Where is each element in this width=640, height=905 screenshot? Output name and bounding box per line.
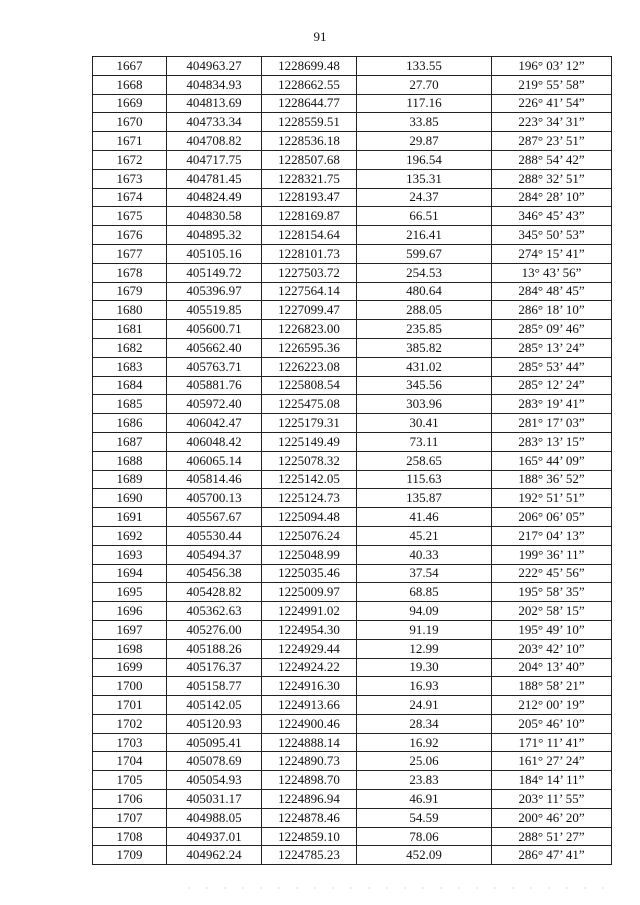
point-number-cell: 1685 <box>93 395 167 414</box>
x-coordinate-cell: 404895.32 <box>167 226 262 245</box>
y-coordinate-cell: 1225124.73 <box>262 489 357 508</box>
distance-cell: 135.87 <box>357 489 492 508</box>
distance-cell: 68.85 <box>357 583 492 602</box>
x-coordinate-cell: 405031.17 <box>167 790 262 809</box>
point-number-cell: 1700 <box>93 677 167 696</box>
bearing-cell: 286° 47’ 41” <box>492 846 612 865</box>
distance-cell: 288.05 <box>357 301 492 320</box>
table-row <box>93 790 612 809</box>
x-coordinate-cell: 405362.63 <box>167 602 262 621</box>
table-row <box>93 75 612 94</box>
y-coordinate-cell: 1224900.46 <box>262 714 357 733</box>
bearing-cell: 204° 13’ 40” <box>492 658 612 677</box>
x-coordinate-cell: 405142.05 <box>167 696 262 715</box>
bearing-cell: 192° 51’ 51” <box>492 489 612 508</box>
point-number-cell: 1683 <box>93 357 167 376</box>
point-number-cell: 1670 <box>93 113 167 132</box>
x-coordinate-cell: 405158.77 <box>167 677 262 696</box>
y-coordinate-cell: 1227099.47 <box>262 301 357 320</box>
y-coordinate-cell: 1225142.05 <box>262 470 357 489</box>
y-coordinate-cell: 1226823.00 <box>262 320 357 339</box>
distance-cell: 27.70 <box>357 75 492 94</box>
distance-cell: 258.65 <box>357 451 492 470</box>
point-number-cell: 1704 <box>93 752 167 771</box>
distance-cell: 24.91 <box>357 696 492 715</box>
x-coordinate-cell: 404708.82 <box>167 132 262 151</box>
bearing-cell: 226° 41’ 54” <box>492 94 612 113</box>
page-number: 91 <box>313 29 327 44</box>
table-row <box>93 169 612 188</box>
point-number-cell: 1695 <box>93 583 167 602</box>
table-row <box>93 150 612 169</box>
point-number-cell: 1701 <box>93 696 167 715</box>
y-coordinate-cell: 1227503.72 <box>262 263 357 282</box>
table-row <box>93 696 612 715</box>
distance-cell: 345.56 <box>357 376 492 395</box>
point-number-cell: 1702 <box>93 714 167 733</box>
table-row <box>93 733 612 752</box>
x-coordinate-cell: 404834.93 <box>167 75 262 94</box>
point-number-cell: 1674 <box>93 188 167 207</box>
distance-cell: 45.21 <box>357 526 492 545</box>
y-coordinate-cell: 1224954.30 <box>262 620 357 639</box>
y-coordinate-cell: 1228193.47 <box>262 188 357 207</box>
point-number-cell: 1673 <box>93 169 167 188</box>
bearing-cell: 287° 23’ 51” <box>492 132 612 151</box>
y-coordinate-cell: 1228662.55 <box>262 75 357 94</box>
point-number-cell: 1682 <box>93 338 167 357</box>
point-number-cell: 1688 <box>93 451 167 470</box>
y-coordinate-cell: 1228101.73 <box>262 244 357 263</box>
table-row <box>93 545 612 564</box>
bearing-cell: 223° 34’ 31” <box>492 113 612 132</box>
y-coordinate-cell: 1228321.75 <box>262 169 357 188</box>
x-coordinate-cell: 405972.40 <box>167 395 262 414</box>
bearing-cell: 288° 32’ 51” <box>492 169 612 188</box>
point-number-cell: 1677 <box>93 244 167 263</box>
y-coordinate-cell: 1224890.73 <box>262 752 357 771</box>
y-coordinate-cell: 1226223.08 <box>262 357 357 376</box>
table-row <box>93 564 612 583</box>
distance-cell: 303.96 <box>357 395 492 414</box>
x-coordinate-cell: 405494.37 <box>167 545 262 564</box>
bearing-cell: 222° 45’ 56” <box>492 564 612 583</box>
table-body <box>93 57 612 865</box>
table-row <box>93 677 612 696</box>
point-number-cell: 1669 <box>93 94 167 113</box>
point-number-cell: 1679 <box>93 282 167 301</box>
bearing-cell: 165° 44’ 09” <box>492 451 612 470</box>
point-number-cell: 1672 <box>93 150 167 169</box>
table-row <box>93 226 612 245</box>
point-number-cell: 1698 <box>93 639 167 658</box>
bearing-cell: 200° 46’ 20” <box>492 808 612 827</box>
x-coordinate-cell: 405054.93 <box>167 771 262 790</box>
point-number-cell: 1708 <box>93 827 167 846</box>
table-row <box>93 414 612 433</box>
table-row <box>93 376 612 395</box>
bearing-cell: 202° 58’ 15” <box>492 602 612 621</box>
bearing-cell: 285° 12’ 24” <box>492 376 612 395</box>
bearing-cell: 281° 17’ 03” <box>492 414 612 433</box>
point-number-cell: 1694 <box>93 564 167 583</box>
distance-cell: 385.82 <box>357 338 492 357</box>
table-row <box>93 244 612 263</box>
y-coordinate-cell: 1224924.22 <box>262 658 357 677</box>
table-row <box>93 132 612 151</box>
x-coordinate-cell: 406042.47 <box>167 414 262 433</box>
distance-cell: 16.93 <box>357 677 492 696</box>
x-coordinate-cell: 405188.26 <box>167 639 262 658</box>
bearing-cell: 188° 58’ 21” <box>492 677 612 696</box>
distance-cell: 117.16 <box>357 94 492 113</box>
distance-cell: 12.99 <box>357 639 492 658</box>
point-number-cell: 1680 <box>93 301 167 320</box>
distance-cell: 452.09 <box>357 846 492 865</box>
x-coordinate-cell: 404937.01 <box>167 827 262 846</box>
bearing-cell: 286° 18’ 10” <box>492 301 612 320</box>
x-coordinate-cell: 404962.24 <box>167 846 262 865</box>
y-coordinate-cell: 1228536.18 <box>262 132 357 151</box>
x-coordinate-cell: 406048.42 <box>167 432 262 451</box>
x-coordinate-cell: 405600.71 <box>167 320 262 339</box>
x-coordinate-cell: 405519.85 <box>167 301 262 320</box>
y-coordinate-cell: 1225149.49 <box>262 432 357 451</box>
point-number-cell: 1697 <box>93 620 167 639</box>
x-coordinate-cell: 404988.05 <box>167 808 262 827</box>
bearing-cell: 283° 13’ 15” <box>492 432 612 451</box>
distance-cell: 37.54 <box>357 564 492 583</box>
y-coordinate-cell: 1224878.46 <box>262 808 357 827</box>
table-row <box>93 188 612 207</box>
table-row <box>93 808 612 827</box>
x-coordinate-cell: 404717.75 <box>167 150 262 169</box>
point-number-cell: 1671 <box>93 132 167 151</box>
point-number-cell: 1703 <box>93 733 167 752</box>
x-coordinate-cell: 405176.37 <box>167 658 262 677</box>
point-number-cell: 1699 <box>93 658 167 677</box>
table-row <box>93 357 612 376</box>
x-coordinate-cell: 405396.97 <box>167 282 262 301</box>
y-coordinate-cell: 1224898.70 <box>262 771 357 790</box>
bearing-cell: 206° 06’ 05” <box>492 508 612 527</box>
table-row <box>93 508 612 527</box>
x-coordinate-cell: 404813.69 <box>167 94 262 113</box>
y-coordinate-cell: 1224888.14 <box>262 733 357 752</box>
x-coordinate-cell: 405456.38 <box>167 564 262 583</box>
table-row <box>93 94 612 113</box>
distance-cell: 19.30 <box>357 658 492 677</box>
point-number-cell: 1678 <box>93 263 167 282</box>
distance-cell: 66.51 <box>357 207 492 226</box>
coordinates-table <box>92 56 612 865</box>
x-coordinate-cell: 405763.71 <box>167 357 262 376</box>
point-number-cell: 1684 <box>93 376 167 395</box>
distance-cell: 133.55 <box>357 57 492 76</box>
table-row <box>93 639 612 658</box>
distance-cell: 41.46 <box>357 508 492 527</box>
table-row <box>93 470 612 489</box>
y-coordinate-cell: 1225048.99 <box>262 545 357 564</box>
y-coordinate-cell: 1225076.24 <box>262 526 357 545</box>
distance-cell: 480.64 <box>357 282 492 301</box>
x-coordinate-cell: 405120.93 <box>167 714 262 733</box>
bearing-cell: 212° 00’ 19” <box>492 696 612 715</box>
y-coordinate-cell: 1224913.66 <box>262 696 357 715</box>
bearing-cell: 345° 50’ 53” <box>492 226 612 245</box>
bearing-cell: 285° 53’ 44” <box>492 357 612 376</box>
distance-cell: 73.11 <box>357 432 492 451</box>
y-coordinate-cell: 1225078.32 <box>262 451 357 470</box>
point-number-cell: 1696 <box>93 602 167 621</box>
bearing-cell: 184° 14’ 11” <box>492 771 612 790</box>
point-number-cell: 1676 <box>93 226 167 245</box>
x-coordinate-cell: 405814.46 <box>167 470 262 489</box>
bearing-cell: 13° 43’ 56” <box>492 263 612 282</box>
point-number-cell: 1705 <box>93 771 167 790</box>
bearing-cell: 171° 11’ 41” <box>492 733 612 752</box>
distance-cell: 254.53 <box>357 263 492 282</box>
y-coordinate-cell: 1228699.48 <box>262 57 357 76</box>
x-coordinate-cell: 404963.27 <box>167 57 262 76</box>
distance-cell: 135.31 <box>357 169 492 188</box>
bearing-cell: 199° 36’ 11” <box>492 545 612 564</box>
y-coordinate-cell: 1227564.14 <box>262 282 357 301</box>
distance-cell: 54.59 <box>357 808 492 827</box>
table-row <box>93 489 612 508</box>
bearing-cell: 274° 15’ 41” <box>492 244 612 263</box>
bearing-cell: 219° 55’ 58” <box>492 75 612 94</box>
table-row <box>93 451 612 470</box>
point-number-cell: 1668 <box>93 75 167 94</box>
distance-cell: 29.87 <box>357 132 492 151</box>
table-row <box>93 395 612 414</box>
table-row <box>93 263 612 282</box>
table-row <box>93 771 612 790</box>
table-row <box>93 658 612 677</box>
point-number-cell: 1691 <box>93 508 167 527</box>
bearing-cell: 283° 19’ 41” <box>492 395 612 414</box>
distance-cell: 25.06 <box>357 752 492 771</box>
y-coordinate-cell: 1224991.02 <box>262 602 357 621</box>
distance-cell: 23.83 <box>357 771 492 790</box>
x-coordinate-cell: 406065.14 <box>167 451 262 470</box>
x-coordinate-cell: 405700.13 <box>167 489 262 508</box>
distance-cell: 196.54 <box>357 150 492 169</box>
distance-cell: 94.09 <box>357 602 492 621</box>
table-row <box>93 583 612 602</box>
distance-cell: 78.06 <box>357 827 492 846</box>
point-number-cell: 1706 <box>93 790 167 809</box>
distance-cell: 28.34 <box>357 714 492 733</box>
y-coordinate-cell: 1228154.64 <box>262 226 357 245</box>
y-coordinate-cell: 1224929.44 <box>262 639 357 658</box>
table-row <box>93 846 612 865</box>
distance-cell: 30.41 <box>357 414 492 433</box>
table-row <box>93 282 612 301</box>
x-coordinate-cell: 405149.72 <box>167 263 262 282</box>
point-number-cell: 1689 <box>93 470 167 489</box>
x-coordinate-cell: 405567.67 <box>167 508 262 527</box>
x-coordinate-cell: 405105.16 <box>167 244 262 263</box>
bearing-cell: 195° 49’ 10” <box>492 620 612 639</box>
bearing-cell: 161° 27’ 24” <box>492 752 612 771</box>
bearing-cell: 203° 11’ 55” <box>492 790 612 809</box>
distance-cell: 235.85 <box>357 320 492 339</box>
x-coordinate-cell: 404830.58 <box>167 207 262 226</box>
x-coordinate-cell: 405095.41 <box>167 733 262 752</box>
bearing-cell: 217° 04’ 13” <box>492 526 612 545</box>
y-coordinate-cell: 1226595.36 <box>262 338 357 357</box>
table-row <box>93 602 612 621</box>
bearing-cell: 205° 46’ 10” <box>492 714 612 733</box>
scan-specks <box>180 885 620 891</box>
distance-cell: 599.67 <box>357 244 492 263</box>
point-number-cell: 1693 <box>93 545 167 564</box>
distance-cell: 24.37 <box>357 188 492 207</box>
table-row <box>93 113 612 132</box>
table-row <box>93 752 612 771</box>
table-row <box>93 526 612 545</box>
table-row <box>93 301 612 320</box>
distance-cell: 40.33 <box>357 545 492 564</box>
distance-cell: 16.92 <box>357 733 492 752</box>
y-coordinate-cell: 1225808.54 <box>262 376 357 395</box>
y-coordinate-cell: 1228559.51 <box>262 113 357 132</box>
y-coordinate-cell: 1224859.10 <box>262 827 357 846</box>
bearing-cell: 284° 28’ 10” <box>492 188 612 207</box>
bearing-cell: 288° 54’ 42” <box>492 150 612 169</box>
y-coordinate-cell: 1228169.87 <box>262 207 357 226</box>
table-row <box>93 207 612 226</box>
distance-cell: 33.85 <box>357 113 492 132</box>
x-coordinate-cell: 405078.69 <box>167 752 262 771</box>
table-row <box>93 432 612 451</box>
point-number-cell: 1709 <box>93 846 167 865</box>
point-number-cell: 1686 <box>93 414 167 433</box>
x-coordinate-cell: 405276.00 <box>167 620 262 639</box>
table-row <box>93 714 612 733</box>
bearing-cell: 346° 45’ 43” <box>492 207 612 226</box>
y-coordinate-cell: 1228507.68 <box>262 150 357 169</box>
table-row <box>93 338 612 357</box>
point-number-cell: 1692 <box>93 526 167 545</box>
y-coordinate-cell: 1225094.48 <box>262 508 357 527</box>
y-coordinate-cell: 1224896.94 <box>262 790 357 809</box>
bearing-cell: 196° 03’ 12” <box>492 57 612 76</box>
y-coordinate-cell: 1225009.97 <box>262 583 357 602</box>
table-row <box>93 827 612 846</box>
distance-cell: 216.41 <box>357 226 492 245</box>
x-coordinate-cell: 405530.44 <box>167 526 262 545</box>
point-number-cell: 1681 <box>93 320 167 339</box>
bearing-cell: 195° 58’ 35” <box>492 583 612 602</box>
y-coordinate-cell: 1224785.23 <box>262 846 357 865</box>
distance-cell: 115.63 <box>357 470 492 489</box>
bearing-cell: 285° 13’ 24” <box>492 338 612 357</box>
y-coordinate-cell: 1228644.77 <box>262 94 357 113</box>
bearing-cell: 285° 09’ 46” <box>492 320 612 339</box>
x-coordinate-cell: 405662.40 <box>167 338 262 357</box>
distance-cell: 431.02 <box>357 357 492 376</box>
point-number-cell: 1667 <box>93 57 167 76</box>
x-coordinate-cell: 404733.34 <box>167 113 262 132</box>
x-coordinate-cell: 405881.76 <box>167 376 262 395</box>
x-coordinate-cell: 404824.49 <box>167 188 262 207</box>
table-row <box>93 620 612 639</box>
distance-cell: 46.91 <box>357 790 492 809</box>
bearing-cell: 284° 48’ 45” <box>492 282 612 301</box>
point-number-cell: 1687 <box>93 432 167 451</box>
table-row <box>93 57 612 76</box>
y-coordinate-cell: 1225179.31 <box>262 414 357 433</box>
point-number-cell: 1707 <box>93 808 167 827</box>
y-coordinate-cell: 1225475.08 <box>262 395 357 414</box>
point-number-cell: 1690 <box>93 489 167 508</box>
x-coordinate-cell: 405428.82 <box>167 583 262 602</box>
distance-cell: 91.19 <box>357 620 492 639</box>
bearing-cell: 288° 51’ 27” <box>492 827 612 846</box>
y-coordinate-cell: 1225035.46 <box>262 564 357 583</box>
bearing-cell: 188° 36’ 52” <box>492 470 612 489</box>
bearing-cell: 203° 42’ 10” <box>492 639 612 658</box>
point-number-cell: 1675 <box>93 207 167 226</box>
table-row <box>93 320 612 339</box>
x-coordinate-cell: 404781.45 <box>167 169 262 188</box>
y-coordinate-cell: 1224916.30 <box>262 677 357 696</box>
